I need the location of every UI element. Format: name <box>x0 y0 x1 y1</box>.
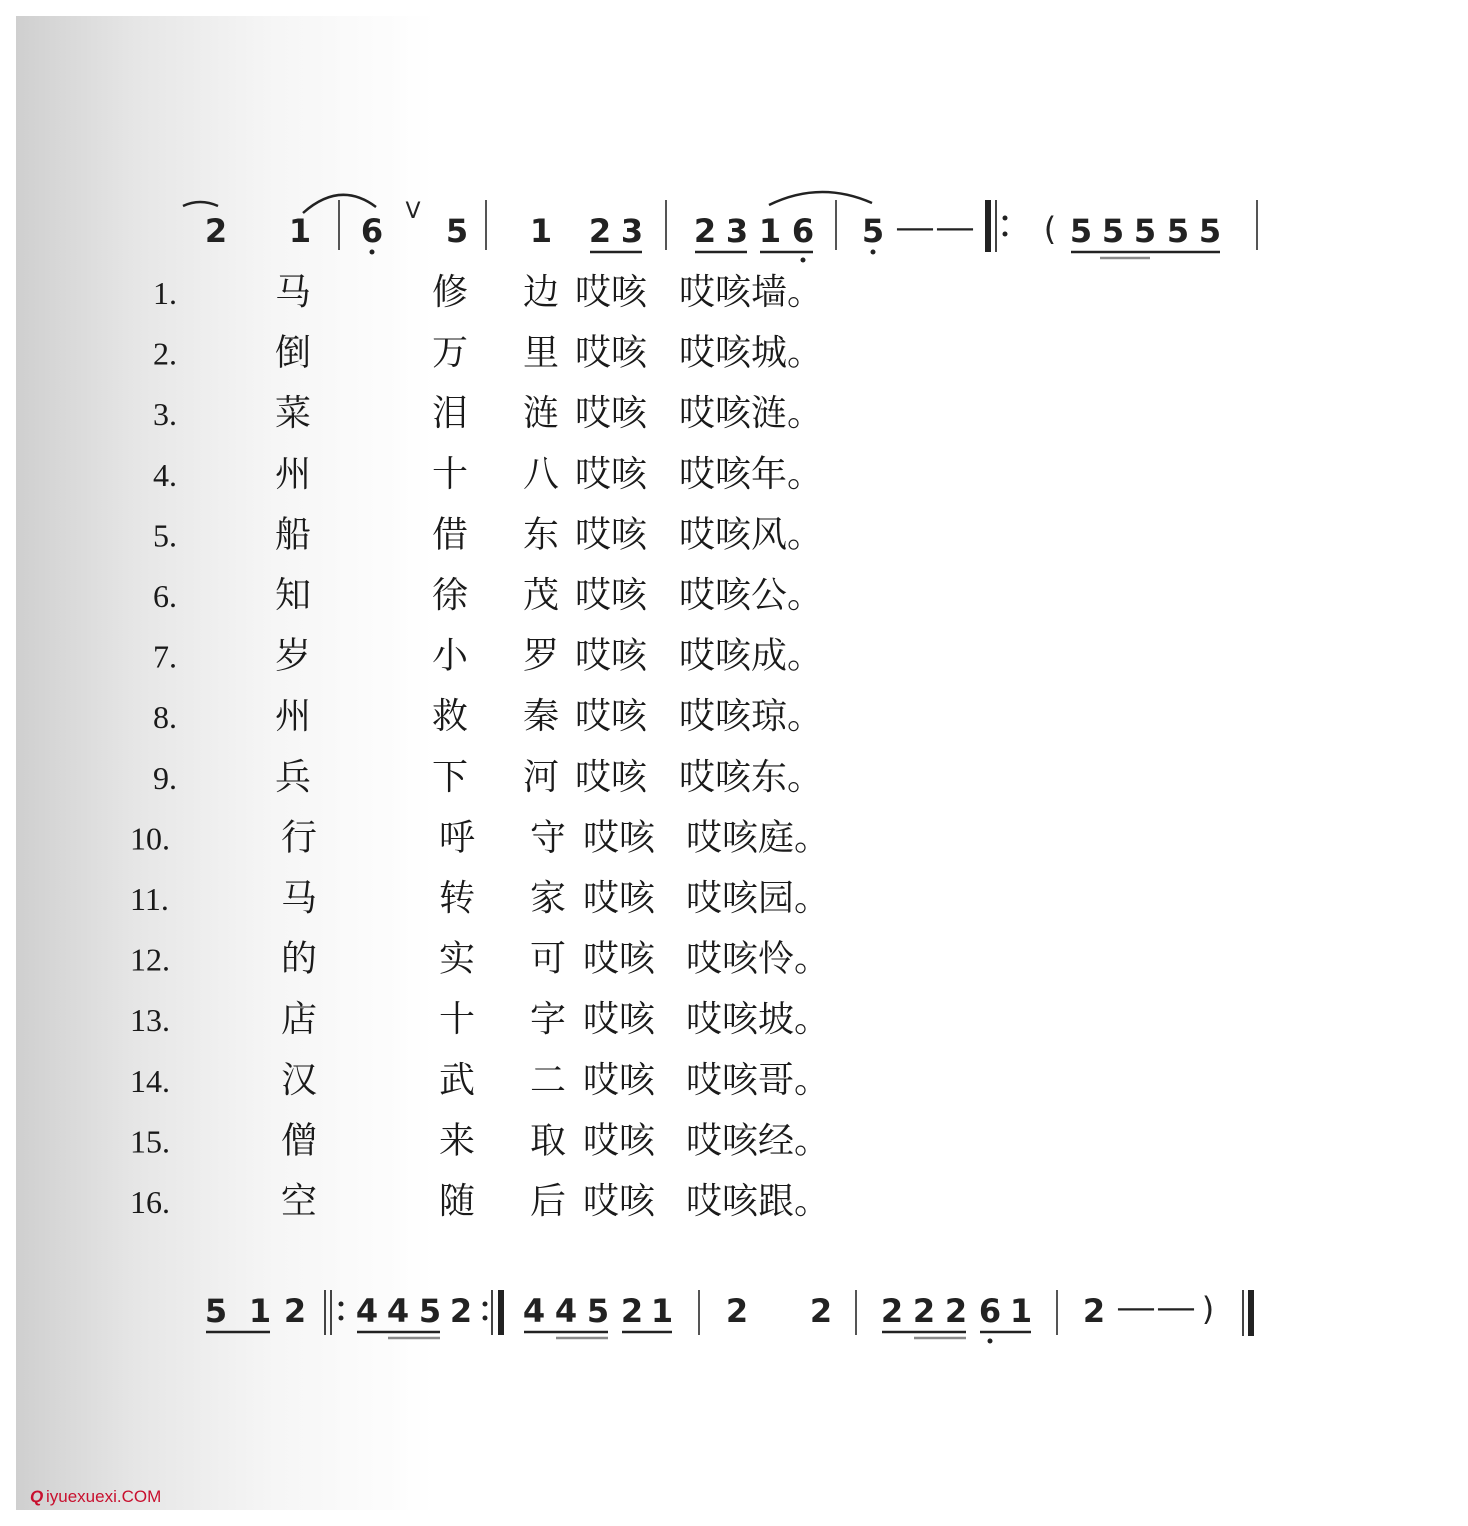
final-thick-bar <box>1248 1290 1254 1336</box>
lyric-text: 哎咳 <box>583 1059 656 1101</box>
close-paren: ) <box>1201 1290 1215 1328</box>
verse-number: 1. <box>153 275 177 311</box>
lyric-text: 武 <box>438 1059 476 1101</box>
lyric-text: 州 <box>274 696 312 738</box>
lyric-text: 哎咳 <box>583 999 656 1041</box>
note: 2 <box>620 1292 644 1330</box>
repeat-dot <box>1003 216 1008 221</box>
open-paren: ( <box>1043 210 1057 248</box>
repeat-end-thick-bar <box>498 1290 504 1335</box>
lyric-text: 涟 <box>522 393 560 435</box>
lyric-text: 行 <box>280 817 318 859</box>
lyric-text: 茂 <box>522 575 560 616</box>
lyric-text: 守 <box>529 817 567 859</box>
lyric-text: 哎咳 <box>575 393 648 435</box>
lyric-text: 后 <box>529 1181 567 1222</box>
note: 5 <box>1198 212 1222 250</box>
note: 5 <box>1166 212 1190 250</box>
watermark-prefix: Q <box>30 1487 44 1506</box>
lyric-text: 哎咳园。 <box>686 878 831 919</box>
lyric-text: 哎咳哥。 <box>686 1059 831 1101</box>
lyric-text: 边 <box>522 272 560 313</box>
lyric-text: 哎咳 <box>583 1120 656 1162</box>
lyric-text: 马 <box>274 272 312 313</box>
lyric-text: 罗 <box>522 635 560 677</box>
verse-row <box>153 454 823 495</box>
verse-row <box>153 757 823 798</box>
lyric-text: 哎咳 <box>575 514 648 556</box>
repeat-start-thick-bar <box>985 200 991 252</box>
lyric-text: 哎咳经。 <box>686 1120 831 1162</box>
lyric-text: 来 <box>438 1120 476 1162</box>
verse-number: 12. <box>130 941 170 978</box>
lyrics-block <box>130 272 830 1222</box>
note: 3 <box>620 212 644 250</box>
lyric-text: 哎咳坡。 <box>686 999 831 1041</box>
note: 1 <box>288 212 312 250</box>
lyric-text: 八 <box>522 453 560 495</box>
lyric-text: 哎咳 <box>583 938 656 980</box>
note: 5 <box>1101 212 1125 250</box>
lyric-text: 哎咳城。 <box>679 332 824 374</box>
note: 3 <box>725 212 749 250</box>
verse-number: 16. <box>130 1184 170 1220</box>
tie-arc <box>183 202 218 206</box>
lyric-text: 哎咳 <box>575 453 648 495</box>
note: 1 <box>1009 1292 1033 1330</box>
lyric-text: 呼 <box>438 817 476 859</box>
lyric-text: 州 <box>274 453 312 495</box>
lyric-text: 救 <box>431 696 469 738</box>
lyric-text: 哎咳风。 <box>679 514 824 556</box>
verse-row <box>130 1120 830 1161</box>
note: 2 <box>1082 1292 1106 1330</box>
lyric-text: 下 <box>431 756 469 798</box>
lyric-text: 哎咳年。 <box>679 453 824 495</box>
low-octave-dot <box>801 258 806 263</box>
lyric-text: 哎咳成。 <box>679 635 824 677</box>
verse-number: 11. <box>130 881 169 917</box>
lyric-text: 十 <box>438 999 476 1041</box>
note: 5 <box>418 1292 442 1330</box>
lyric-text: 知 <box>274 575 312 616</box>
verse-number: 8. <box>153 699 177 736</box>
note: 2 <box>912 1292 936 1330</box>
lyric-text: 里 <box>522 332 560 374</box>
note: 5 <box>1133 212 1157 250</box>
verse-row <box>153 696 823 737</box>
lyric-text: 哎咳 <box>575 575 648 616</box>
lyric-text: 店 <box>280 999 318 1041</box>
low-octave-dot <box>370 250 375 255</box>
verse-row <box>130 1060 830 1101</box>
lyric-text: 借 <box>431 514 469 556</box>
note: 2 <box>725 1292 749 1330</box>
lyric-text: 兵 <box>274 756 312 798</box>
repeat-dot <box>339 1302 344 1307</box>
lyric-text: 小 <box>431 635 469 677</box>
lyric-text: 倒 <box>274 332 312 374</box>
lyric-text: 转 <box>438 878 476 919</box>
notation-row-1 <box>183 192 1257 263</box>
repeat-dot <box>339 1316 344 1321</box>
verse-number: 14. <box>130 1062 170 1099</box>
verse-row <box>130 1181 830 1222</box>
lyric-text: 哎咳庭。 <box>686 817 831 859</box>
note: 2 <box>693 212 717 250</box>
lyric-text: 哎咳公。 <box>679 575 824 616</box>
lyric-text: 字 <box>529 999 567 1041</box>
note: 5 <box>204 1292 228 1330</box>
notation-row-2 <box>205 1288 1254 1344</box>
note: 4 <box>386 1292 410 1330</box>
verse-number: 2. <box>153 335 177 372</box>
watermark-text: iyuexuexi.COM <box>46 1487 162 1506</box>
lyric-text: 僧 <box>280 1120 318 1162</box>
verse-row <box>153 272 823 313</box>
note: 2 <box>449 1292 473 1330</box>
low-octave-dot <box>988 1339 993 1344</box>
verse-row <box>153 514 823 555</box>
verse-row <box>130 999 830 1040</box>
lyric-text: 二 <box>529 1059 567 1101</box>
lyric-text: 河 <box>522 756 560 798</box>
lyric-text: 哎咳 <box>575 756 648 798</box>
lyric-text: 哎咳怜。 <box>686 938 831 980</box>
lyric-text: 万 <box>431 332 469 374</box>
note: 6 <box>360 212 384 250</box>
verse-number: 10. <box>130 820 170 857</box>
lyric-text: 的 <box>280 938 318 980</box>
lyric-text: 哎咳琼。 <box>679 696 824 738</box>
lyric-text: 泪 <box>431 393 469 435</box>
note: 4 <box>522 1292 546 1330</box>
note: 1 <box>248 1292 272 1330</box>
lyric-text: 实 <box>438 938 476 980</box>
lyric-text: 哎咳 <box>575 696 648 738</box>
lyric-text: 哎咳跟。 <box>686 1181 831 1222</box>
verse-number: 13. <box>130 1002 170 1039</box>
verse-number: 6. <box>153 578 177 614</box>
verse-row <box>153 575 823 616</box>
slur-arc <box>769 192 872 205</box>
lyric-text: 岁 <box>274 635 312 677</box>
dash: —— <box>1116 1288 1196 1326</box>
low-octave-dot <box>871 250 876 255</box>
lyric-text: 秦 <box>522 696 560 738</box>
lyric-text: 十 <box>431 453 469 495</box>
note: 6 <box>978 1292 1002 1330</box>
verse-number: 9. <box>153 759 177 796</box>
verse-row <box>153 636 823 677</box>
lyric-text: 随 <box>438 1181 476 1222</box>
note: 1 <box>650 1292 674 1330</box>
note: 1 <box>529 212 553 250</box>
lyric-text: 菜 <box>274 393 312 435</box>
breath-mark: V <box>405 199 421 224</box>
note: 5 <box>861 212 885 250</box>
note: 2 <box>809 1292 833 1330</box>
repeat-dot <box>483 1302 488 1307</box>
verse-number: 5. <box>153 517 177 554</box>
note: 2 <box>880 1292 904 1330</box>
verse-number: 4. <box>153 456 177 493</box>
lyric-text: 哎咳 <box>583 1181 656 1222</box>
verse-number: 3. <box>153 396 177 433</box>
lyric-text: 徐 <box>431 575 469 616</box>
note: 6 <box>791 212 815 250</box>
repeat-dot <box>483 1316 488 1321</box>
verse-row <box>130 878 830 919</box>
lyric-text: 修 <box>431 272 469 313</box>
lyric-text: 哎咳 <box>575 332 648 374</box>
note: 2 <box>283 1292 307 1330</box>
note: 2 <box>944 1292 968 1330</box>
note: 1 <box>758 212 782 250</box>
note: 5 <box>586 1292 610 1330</box>
lyric-text: 马 <box>280 878 318 919</box>
lyric-text: 哎咳涟。 <box>679 393 824 435</box>
note: 5 <box>1069 212 1093 250</box>
verse-number: 7. <box>153 638 177 675</box>
lyric-text: 哎咳 <box>583 817 656 859</box>
lyric-text: 船 <box>274 514 312 556</box>
lyric-text: 东 <box>522 514 560 556</box>
lyric-text: 哎咳墙。 <box>679 272 824 313</box>
lyric-text: 哎咳 <box>575 635 648 677</box>
repeat-dot <box>1003 232 1008 237</box>
note: 5 <box>445 212 469 250</box>
lyric-text: 空 <box>280 1181 318 1222</box>
note: 4 <box>355 1292 379 1330</box>
verse-row <box>130 817 830 858</box>
verse-number: 15. <box>130 1123 170 1160</box>
lyric-text: 哎咳 <box>583 878 656 919</box>
lyric-text: 家 <box>529 878 567 919</box>
dash: —— <box>895 208 975 246</box>
note: 2 <box>204 212 228 250</box>
site-watermark <box>30 1487 161 1506</box>
lyric-text: 取 <box>529 1120 567 1162</box>
lyric-text: 哎咳 <box>575 272 648 313</box>
verse-row <box>153 333 823 374</box>
verse-row <box>130 939 830 980</box>
lyric-text: 哎咳东。 <box>679 756 824 798</box>
verse-row <box>153 393 823 434</box>
note: 4 <box>554 1292 578 1330</box>
note: 2 <box>588 212 612 250</box>
lyric-text: 汉 <box>280 1059 318 1101</box>
lyric-text: 可 <box>529 938 567 980</box>
